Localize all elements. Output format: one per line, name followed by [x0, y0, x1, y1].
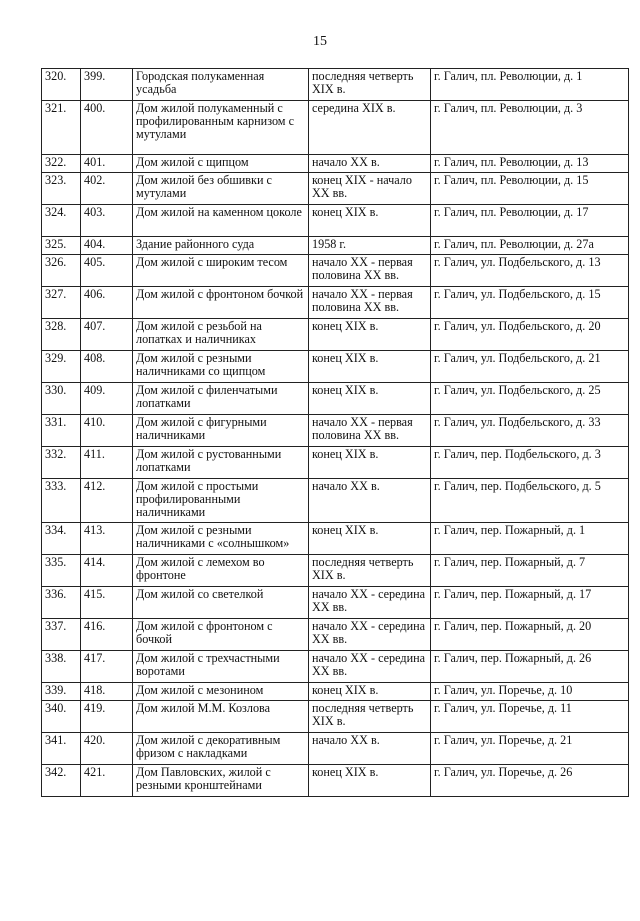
- dating-cell: конец XIX в.: [309, 683, 431, 701]
- row-number-cell: 330.: [42, 383, 81, 415]
- object-name-cell: Дом жилой с резными наличниками с «солнышком»: [133, 523, 309, 555]
- object-id-cell: 420.: [81, 733, 133, 765]
- row-number-cell: 334.: [42, 523, 81, 555]
- table-row: [42, 173, 629, 205]
- address-cell: г. Галич, ул. Подбельского, д. 20: [431, 319, 629, 351]
- row-number-cell: 322.: [42, 155, 81, 173]
- table-row: [42, 255, 629, 287]
- page-number: 15: [313, 34, 327, 49]
- object-id-cell: 419.: [81, 701, 133, 733]
- address-cell: г. Галич, пер. Пожарный, д. 20: [431, 619, 629, 651]
- address-cell: г. Галич, ул. Поречье, д. 10: [431, 683, 629, 701]
- table-row: [42, 479, 629, 523]
- dating-cell: начало XX в.: [309, 733, 431, 765]
- object-id-cell: 400.: [81, 101, 133, 155]
- address-cell: г. Галич, ул. Поречье, д. 21: [431, 733, 629, 765]
- dating-cell: конец XIX в.: [309, 205, 431, 237]
- object-name-cell: Дом жилой с лемехом во фронтоне: [133, 555, 309, 587]
- object-id-cell: 401.: [81, 155, 133, 173]
- address-cell: г. Галич, пер. Подбельского, д. 3: [431, 447, 629, 479]
- row-number-cell: 333.: [42, 479, 81, 523]
- row-number-cell: 323.: [42, 173, 81, 205]
- address-cell: г. Галич, ул. Подбельского, д. 15: [431, 287, 629, 319]
- dating-cell: конец XIX в.: [309, 765, 431, 797]
- dating-cell: последняя четверть XIX в.: [309, 701, 431, 733]
- table-row: [42, 733, 629, 765]
- table-row: [42, 555, 629, 587]
- object-name-cell: Дом жилой с резными наличниками со щипцом: [133, 351, 309, 383]
- object-name-cell: Дом жилой с фигурными наличниками: [133, 415, 309, 447]
- table-row: [42, 69, 629, 101]
- dating-cell: конец XIX в.: [309, 383, 431, 415]
- address-cell: г. Галич, пл. Революции, д. 13: [431, 155, 629, 173]
- row-number-cell: 337.: [42, 619, 81, 651]
- object-id-cell: 414.: [81, 555, 133, 587]
- object-name-cell: Дом жилой с декоративным фризом с накладками: [133, 733, 309, 765]
- table-row: [42, 447, 629, 479]
- row-number-cell: 324.: [42, 205, 81, 237]
- object-id-cell: 409.: [81, 383, 133, 415]
- object-id-cell: 402.: [81, 173, 133, 205]
- dating-cell: 1958 г.: [309, 237, 431, 255]
- table-row: [42, 765, 629, 797]
- object-id-cell: 408.: [81, 351, 133, 383]
- object-name-cell: Дом жилой на каменном цоколе: [133, 205, 309, 237]
- object-name-cell: Дом жилой с трехчастными воротами: [133, 651, 309, 683]
- object-name-cell: Дом Павловских, жилой с резными кронштейнами: [133, 765, 309, 797]
- table-row: [42, 619, 629, 651]
- address-cell: г. Галич, пер. Пожарный, д. 17: [431, 587, 629, 619]
- dating-cell: начало XX - первая половина XX вв.: [309, 415, 431, 447]
- dating-cell: конец XIX в.: [309, 351, 431, 383]
- table-row: [42, 651, 629, 683]
- object-id-cell: 411.: [81, 447, 133, 479]
- row-number-cell: 331.: [42, 415, 81, 447]
- table-row: [42, 415, 629, 447]
- address-cell: г. Галич, ул. Подбельского, д. 33: [431, 415, 629, 447]
- object-id-cell: 407.: [81, 319, 133, 351]
- address-cell: г. Галич, пл. Революции, д. 27а: [431, 237, 629, 255]
- row-number-cell: 342.: [42, 765, 81, 797]
- dating-cell: конец XIX в.: [309, 319, 431, 351]
- table-row: [42, 205, 629, 237]
- address-cell: г. Галич, пер. Подбельского, д. 5: [431, 479, 629, 523]
- address-cell: г. Галич, ул. Подбельского, д. 13: [431, 255, 629, 287]
- address-cell: г. Галич, ул. Подбельского, д. 25: [431, 383, 629, 415]
- row-number-cell: 335.: [42, 555, 81, 587]
- object-id-cell: 405.: [81, 255, 133, 287]
- dating-cell: начало XX - первая половина XX вв.: [309, 255, 431, 287]
- object-name-cell: Городская полукаменная усадьба: [133, 69, 309, 101]
- table-row: [42, 101, 629, 155]
- row-number-cell: 327.: [42, 287, 81, 319]
- object-id-cell: 406.: [81, 287, 133, 319]
- table-row: [42, 237, 629, 255]
- object-id-cell: 404.: [81, 237, 133, 255]
- object-id-cell: 416.: [81, 619, 133, 651]
- object-name-cell: Дом жилой с рустованными лопатками: [133, 447, 309, 479]
- object-id-cell: 410.: [81, 415, 133, 447]
- dating-cell: начало XX в.: [309, 155, 431, 173]
- object-id-cell: 399.: [81, 69, 133, 101]
- object-name-cell: Дом жилой с резьбой на лопатках и наличниках: [133, 319, 309, 351]
- address-cell: г. Галич, ул. Подбельского, д. 21: [431, 351, 629, 383]
- address-cell: г. Галич, пер. Пожарный, д. 26: [431, 651, 629, 683]
- table-body: [42, 69, 629, 797]
- row-number-cell: 338.: [42, 651, 81, 683]
- table-row: [42, 351, 629, 383]
- dating-cell: конец XIX - начало XX вв.: [309, 173, 431, 205]
- address-cell: г. Галич, пл. Революции, д. 1: [431, 69, 629, 101]
- object-name-cell: Дом жилой с широким тесом: [133, 255, 309, 287]
- object-name-cell: Дом жилой с щипцом: [133, 155, 309, 173]
- row-number-cell: 340.: [42, 701, 81, 733]
- table-row: [42, 319, 629, 351]
- object-id-cell: 417.: [81, 651, 133, 683]
- dating-cell: начало XX - первая половина XX вв.: [309, 287, 431, 319]
- row-number-cell: 332.: [42, 447, 81, 479]
- dating-cell: начало XX - середина XX вв.: [309, 619, 431, 651]
- row-number-cell: 320.: [42, 69, 81, 101]
- row-number-cell: 328.: [42, 319, 81, 351]
- object-name-cell: Дом жилой без обшивки с мутулами: [133, 173, 309, 205]
- object-id-cell: 403.: [81, 205, 133, 237]
- object-id-cell: 418.: [81, 683, 133, 701]
- object-name-cell: Дом жилой с фронтоном с бочкой: [133, 619, 309, 651]
- address-cell: г. Галич, пл. Революции, д. 17: [431, 205, 629, 237]
- row-number-cell: 339.: [42, 683, 81, 701]
- object-id-cell: 421.: [81, 765, 133, 797]
- row-number-cell: 326.: [42, 255, 81, 287]
- object-name-cell: Дом жилой с филенчатыми лопатками: [133, 383, 309, 415]
- object-name-cell: Дом жилой с фронтоном бочкой: [133, 287, 309, 319]
- address-cell: г. Галич, пл. Революции, д. 3: [431, 101, 629, 155]
- heritage-registry-table: [41, 68, 629, 797]
- object-name-cell: Дом жилой М.М. Козлова: [133, 701, 309, 733]
- dating-cell: середина XIX в.: [309, 101, 431, 155]
- table-row: [42, 701, 629, 733]
- dating-cell: последняя четверть XIX в.: [309, 69, 431, 101]
- address-cell: г. Галич, ул. Поречье, д. 26: [431, 765, 629, 797]
- dating-cell: конец XIX в.: [309, 523, 431, 555]
- dating-cell: начало XX - середина XX вв.: [309, 587, 431, 619]
- object-name-cell: Дом жилой с мезонином: [133, 683, 309, 701]
- object-id-cell: 415.: [81, 587, 133, 619]
- object-name-cell: Дом жилой со светелкой: [133, 587, 309, 619]
- table-row: [42, 287, 629, 319]
- object-name-cell: Здание районного суда: [133, 237, 309, 255]
- row-number-cell: 325.: [42, 237, 81, 255]
- address-cell: г. Галич, пер. Пожарный, д. 1: [431, 523, 629, 555]
- table-row: [42, 683, 629, 701]
- dating-cell: начало XX в.: [309, 479, 431, 523]
- dating-cell: конец XIX в.: [309, 447, 431, 479]
- address-cell: г. Галич, ул. Поречье, д. 11: [431, 701, 629, 733]
- row-number-cell: 336.: [42, 587, 81, 619]
- address-cell: г. Галич, пл. Революции, д. 15: [431, 173, 629, 205]
- object-id-cell: 413.: [81, 523, 133, 555]
- table-row: [42, 155, 629, 173]
- row-number-cell: 321.: [42, 101, 81, 155]
- table-row: [42, 383, 629, 415]
- object-name-cell: Дом жилой полукаменный с профилированным карнизом с мутулами: [133, 101, 309, 155]
- row-number-cell: 329.: [42, 351, 81, 383]
- object-id-cell: 412.: [81, 479, 133, 523]
- table-row: [42, 523, 629, 555]
- dating-cell: начало XX - середина XX вв.: [309, 651, 431, 683]
- row-number-cell: 341.: [42, 733, 81, 765]
- object-name-cell: Дом жилой с простыми профилированными наличниками: [133, 479, 309, 523]
- table-row: [42, 587, 629, 619]
- dating-cell: последняя четверть XIX в.: [309, 555, 431, 587]
- address-cell: г. Галич, пер. Пожарный, д. 7: [431, 555, 629, 587]
